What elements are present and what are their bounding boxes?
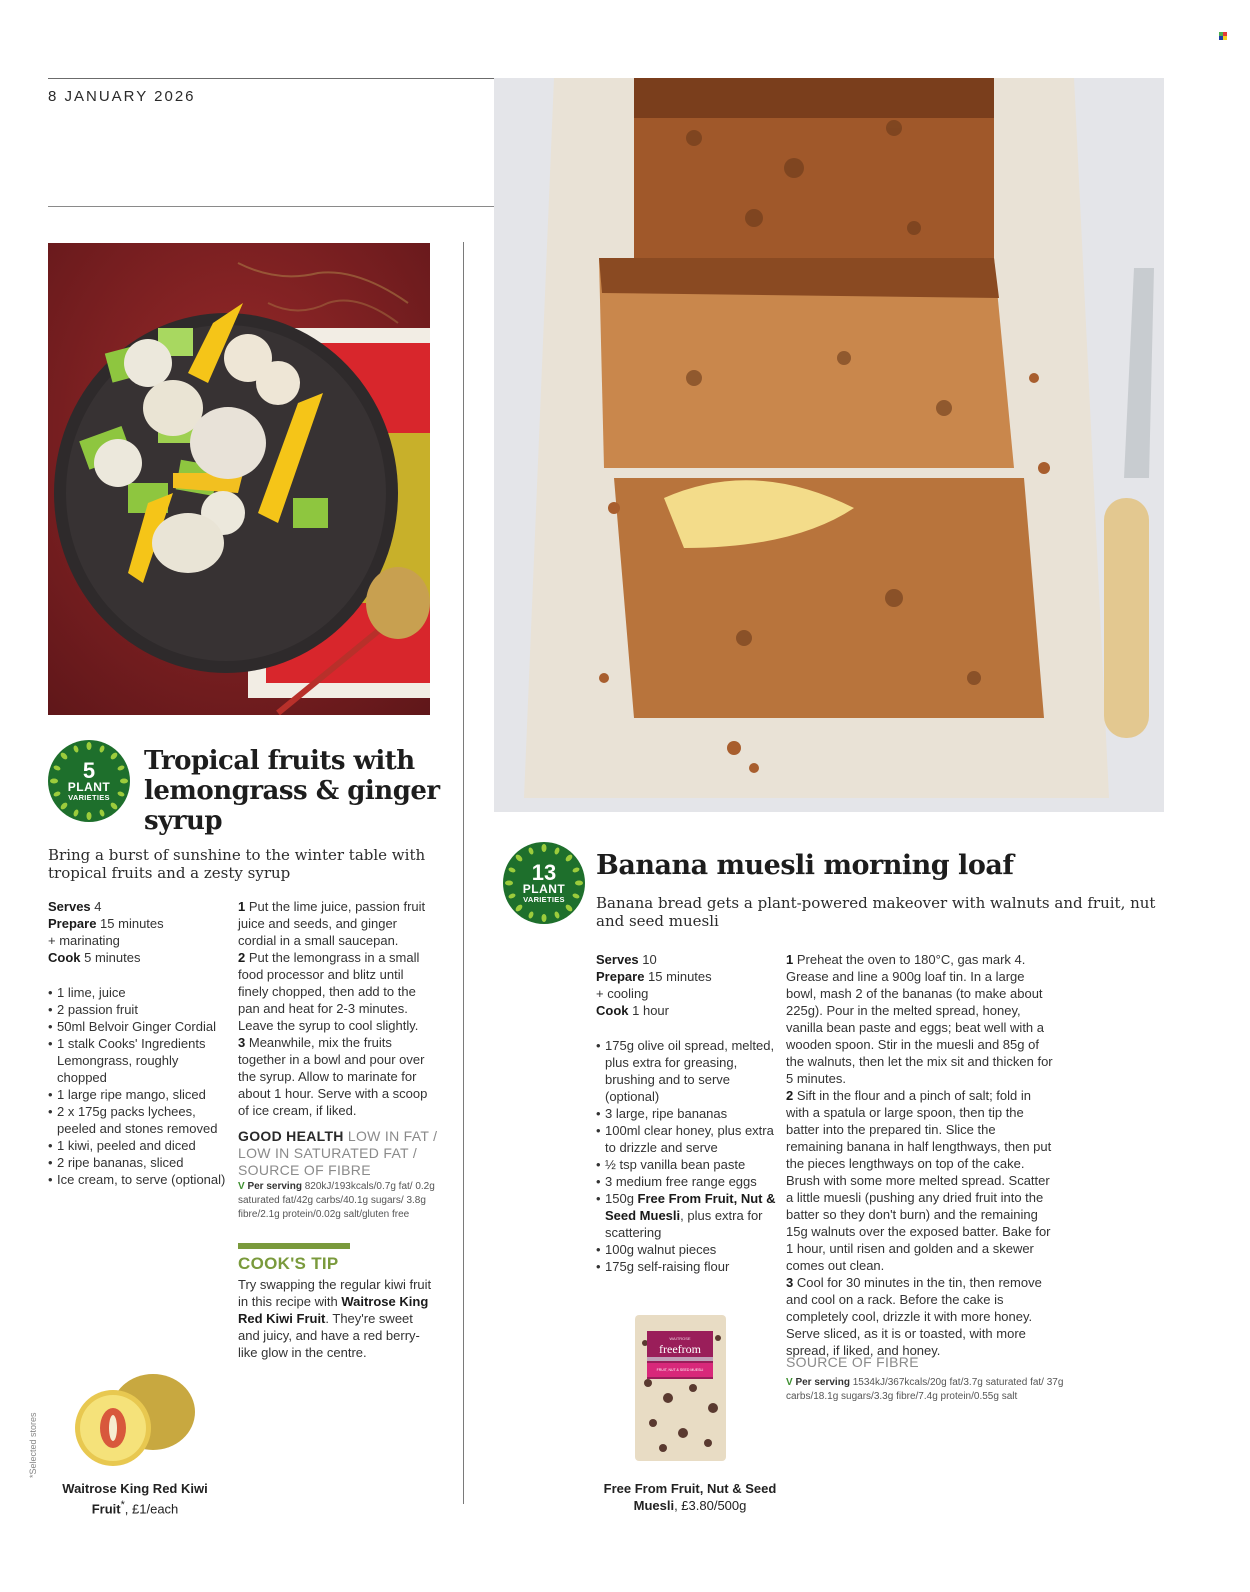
tip-product: Waitrose King Red Kiwi Fruit <box>238 1294 429 1326</box>
badge-varieties-label: VARIETIES <box>68 792 110 802</box>
serves-value: 4 <box>94 899 102 914</box>
kiwi-product-image <box>68 1370 198 1470</box>
asterisk: * <box>120 1499 125 1511</box>
step-number: 1 <box>786 952 794 967</box>
plant-count: 13 <box>531 859 557 885</box>
product-name: Free From Fruit, Nut & Seed Muesli <box>603 1481 777 1513</box>
health-claims: LOW IN FAT / LOW IN SATURATED FAT / SOURCE OF FIBRE <box>238 1128 438 1178</box>
prepare-value: 15 minutes <box>648 969 712 984</box>
prepare-extra: + cooling <box>596 986 649 1001</box>
ingredient-item <box>596 1190 776 1241</box>
method-step <box>786 1087 1056 1274</box>
method-step <box>786 1274 1056 1359</box>
cook-value: 5 minutes <box>84 950 141 965</box>
cook-row <box>596 1002 776 1019</box>
step-number: 3 <box>786 1275 794 1290</box>
column-divider <box>463 242 464 1504</box>
serves-row <box>48 898 228 915</box>
banana-loaf-photo <box>494 78 1164 812</box>
badge-varieties-label: VARIETIES <box>523 894 565 904</box>
prepare-row <box>596 968 776 985</box>
serves-label: Serves <box>48 899 91 914</box>
selected-stores-footnote: *Selected stores <box>28 1412 38 1478</box>
muesli-pack-icon <box>633 1313 728 1463</box>
nutrition-info <box>786 1376 1066 1404</box>
ingredient-product: Free From Fruit, Nut & Seed Muesli <box>605 1191 776 1223</box>
health-claims: SOURCE OF FIBRE <box>786 1354 919 1370</box>
ingredient-item: • 1 kiwi, peeled and diced <box>48 1137 228 1154</box>
corner-mark-icon <box>1219 32 1227 40</box>
svg-text:WAITROSE: WAITROSE <box>669 1336 691 1341</box>
step-text: Preheat the oven to 180°C, gas mark 4. Grease and line a 900g loaf tin. In a large bowl, mash 2 of the bananas (to make about 225g). Pour in the melted spread, honey, vanilla bean paste and eggs; beat well with a wooden spoon. Stir in the muesli and 85g of the walnuts, then let the mix sit and thicken for 5 minutes. <box>786 952 1053 1086</box>
vegetarian-icon: V <box>786 1377 793 1388</box>
step-number: 1 <box>238 899 246 914</box>
method-step <box>238 949 436 1034</box>
good-health-label: GOOD HEALTH <box>238 1128 344 1144</box>
recipe-meta <box>596 951 776 1019</box>
ingredient-item: • 175g olive oil spread, melted, plus extra for greasing, brushing and to serve (optional) <box>596 1037 776 1105</box>
prepare-value: 15 minutes <box>100 916 164 931</box>
vegetarian-icon: V <box>238 1181 245 1192</box>
ingredient-item: • 1 lime, juice <box>48 984 228 1001</box>
plant-varieties-badge <box>503 842 585 924</box>
good-health-claims <box>238 1128 438 1179</box>
ingredient-list <box>48 984 228 1188</box>
product-name: Waitrose King Red Kiwi Fruit <box>62 1481 208 1517</box>
ingredient-list <box>596 1037 776 1275</box>
step-number: 3 <box>238 1035 246 1050</box>
tropical-fruit-photo <box>48 243 430 715</box>
tip-text-after: . They're sweet and juicy, and have a red berry-like glow in the centre. <box>238 1311 420 1360</box>
method-step <box>786 951 1056 1087</box>
svg-text:FRUIT, NUT & SEED MUESLI: FRUIT, NUT & SEED MUESLI <box>656 1368 704 1372</box>
product-price: , £1/each <box>124 1501 179 1517</box>
recipe-title: Banana muesli morning loaf <box>596 850 1014 881</box>
ingredient-item: • ½ tsp vanilla bean paste <box>596 1156 776 1173</box>
kiwi-fruit-icon <box>68 1370 198 1470</box>
prepare-row <box>48 915 228 932</box>
recipe-meta <box>48 898 228 966</box>
cooks-tip-body <box>238 1276 438 1361</box>
product-price: , £3.80/500g <box>674 1498 747 1513</box>
cook-label: Cook <box>48 950 81 965</box>
method-steps <box>786 951 1056 1359</box>
badge-plant-label: PLANT <box>67 779 111 794</box>
cooks-tip-bar <box>238 1243 350 1249</box>
cook-label: Cook <box>596 1003 629 1018</box>
ingredient-item: • 2 ripe bananas, sliced <box>48 1154 228 1171</box>
ingredient-item: • 1 large ripe mango, sliced <box>48 1086 228 1103</box>
step-number: 2 <box>786 1088 794 1103</box>
step-text: Put the lime juice, passion fruit juice and seeds, and ginger cordial in a small saucepan. <box>238 899 426 948</box>
prepare-label: Prepare <box>596 969 645 984</box>
kiwi-product-caption <box>55 1480 215 1517</box>
cook-value: 1 hour <box>632 1003 669 1018</box>
recipe-standfirst: Banana bread gets a plant-powered makeover with walnuts and fruit, nut and seed muesli <box>596 894 1156 930</box>
per-serving-label: Per serving <box>795 1377 850 1388</box>
per-serving-label: Per serving <box>247 1181 302 1192</box>
muesli-product-image <box>633 1313 728 1463</box>
step-text: Put the lemongrass in a small food processor and blitz until finely chopped, then add to the pan and heat for 2-3 minutes. Leave the syrup to cool slightly. <box>238 950 420 1033</box>
issue-date: 8 JANUARY 2026 <box>48 88 196 105</box>
badge-plant-label: PLANT <box>522 881 566 896</box>
tropical-fruit-illustration-icon <box>48 243 430 715</box>
cooks-tip-title: COOK'S TIP <box>238 1254 339 1273</box>
ingredient-item: • Ice cream, to serve (optional) <box>48 1171 228 1188</box>
step-number: 2 <box>238 950 246 965</box>
svg-text:freefrom: freefrom <box>659 1342 701 1356</box>
ingredient-item: • 175g self-raising flour <box>596 1258 776 1275</box>
method-step <box>238 1034 436 1119</box>
ingredient-item: • 100g walnut pieces <box>596 1241 776 1258</box>
ingredient-item: • 3 medium free range eggs <box>596 1173 776 1190</box>
prepare-label: Prepare <box>48 916 97 931</box>
step-text: Meanwhile, mix the fruits together in a bowl and pour over the syrup. Allow to marinate for about 1 hour. Serve with a scoop of ice cream, if liked. <box>238 1035 428 1118</box>
plant-count: 5 <box>82 757 96 783</box>
tip-text: Try swapping the regular kiwi fruit in this recipe with <box>238 1277 432 1309</box>
method-step <box>238 898 436 949</box>
muesli-product-caption <box>590 1480 790 1514</box>
serves-label: Serves <box>596 952 639 967</box>
plant-varieties-badge <box>48 740 130 822</box>
ingredient-item: • 1 stalk Cooks' Ingredients Lemongrass, roughly chopped <box>48 1035 228 1086</box>
serves-value: 10 <box>642 952 657 967</box>
step-text: Sift in the flour and a pinch of salt; fold in with a spatula or large spoon, then tip the batter into the prepared tin. Slice the remaining banana in half lengthways, then put the pieces lengthways on top of the cake. Brush with some more melted spread. Scatter a little muesli (pushing any dried fruit into the batter so they don't burn) and the remaining 15g walnuts over the exposed batter. Bake for 1 hour, until risen and golden and a skewer comes out clean. <box>786 1088 1052 1273</box>
nutrition-values: 1534kJ/367kcals/20g fat/3.7g saturated fat/ 37g carbs/18.1g sugars/3.3g fibre/7.4g protein/0.55g salt <box>786 1377 1064 1402</box>
ingredient-item: • 100ml clear honey, plus extra to drizzle and serve <box>596 1122 776 1156</box>
header-rule <box>48 206 494 207</box>
ingredient-qty: 150g <box>605 1191 638 1206</box>
ingredient-note: , plus extra for scattering <box>605 1208 763 1240</box>
recipe-standfirst: Bring a burst of sunshine to the winter table with tropical fruits and a zesty syrup <box>48 846 426 882</box>
nutrition-info <box>238 1180 438 1222</box>
prepare-extra: + marinating <box>48 933 120 948</box>
cook-row <box>48 949 228 966</box>
ingredient-item: • 3 large, ripe bananas <box>596 1105 776 1122</box>
ingredient-item: • 2 x 175g packs lychees, peeled and stones removed <box>48 1103 228 1137</box>
ingredient-item: • 50ml Belvoir Ginger Cordial <box>48 1018 228 1035</box>
banana-loaf-illustration-icon <box>494 78 1164 812</box>
ingredient-item: • 2 passion fruit <box>48 1001 228 1018</box>
serves-row <box>596 951 776 968</box>
recipe-title: Tropical fruits with lemongrass & ginger syrup <box>144 746 440 836</box>
nutrition-values: 820kJ/193kcals/0.7g fat/ 0.2g saturated fat/42g carbs/40.1g sugars/ 3.8g fibre/2.1g protein/0.02g salt/gluten free <box>238 1181 435 1220</box>
method-steps <box>238 898 436 1119</box>
step-text: Cool for 30 minutes in the tin, then remove and cool on a rack. Before the cake is completely cool, drizzle it with more honey. Serve sliced, as it is or toasted, with more spread, if liked, and honey. <box>786 1275 1042 1358</box>
